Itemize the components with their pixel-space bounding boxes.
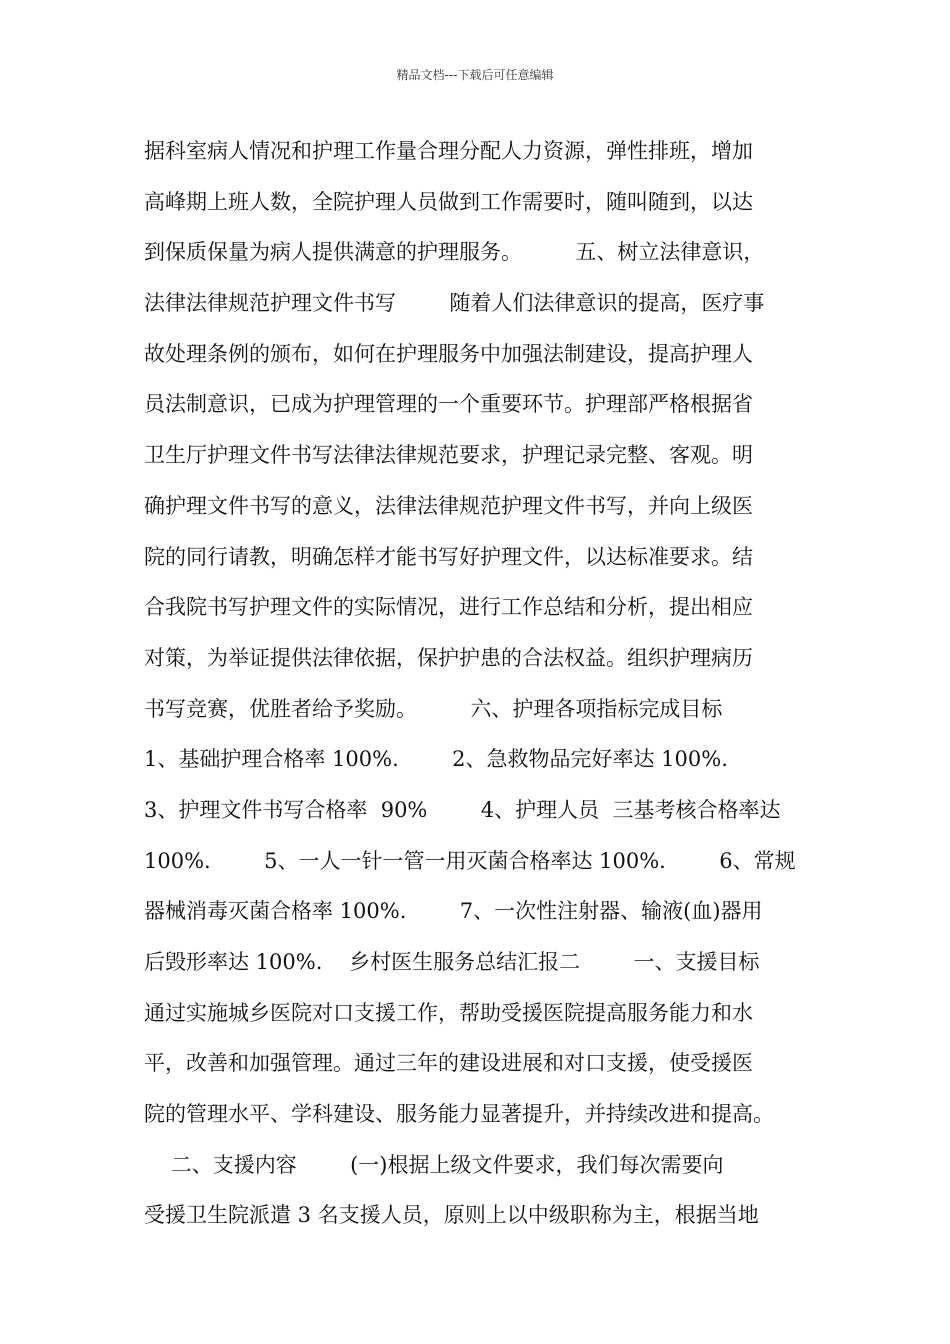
text-line: 3、护理文件书写合格率 90% 4、护理人员 三基考核合格率达 [144, 797, 781, 822]
text-line: 院的管理水平、学科建设、服务能力显著提升，并持续改进和提高。 [144, 1102, 774, 1127]
page-header: 精品文档---下载后可任意编辑 [396, 68, 554, 82]
text-line: 故处理条例的颁布，如何在护理服务中加强法制建设，提高护理人 [144, 341, 753, 366]
text-line: 高峰期上班人数，全院护理人员做到工作需要时，随叫随到，以达 [144, 189, 753, 214]
text-line: 对策，为举证提供法律依据，保护护患的合法权益。组织护理病历 [144, 645, 753, 670]
text-line: 1、基础护理合格率 100%. 2、急救物品完好率达 100%. [144, 747, 728, 772]
text-line: 到保质保量为病人提供满意的护理服务。 五、树立法律意识， [144, 240, 765, 265]
body-text [144, 133, 824, 1248]
text-line: 二、支援内容 (一)根据上级文件要求，我们每次需要向 [144, 1152, 724, 1177]
text-line: 书写竞赛，优胜者给予奖励。 六、护理各项指标完成目标 [144, 696, 723, 721]
text-line: 确护理文件书写的意义，法律法律规范护理文件书写，并向上级医 [144, 493, 753, 518]
text-line: 通过实施城乡医院对口支援工作，帮助受援医院提高服务能力和水 [144, 1000, 753, 1025]
text-line: 器械消毒灭菌合格率 100%. 7、一次性注射器、输液(血)器用 [144, 899, 763, 924]
text-line: 受援卫生院派遣 3 名支援人员，原则上以中级职称为主，根据当地 [144, 1203, 759, 1228]
text-line: 合我院书写护理文件的实际情况，进行工作总结和分析，提出相应 [144, 595, 753, 620]
text-line: 员法制意识，已成为护理管理的一个重要环节。护理部严格根据省 [144, 392, 753, 417]
text-line: 据科室病人情况和护理工作量合理分配人力资源，弹性排班，增加 [144, 139, 753, 163]
text-line: 后毁形率达 100%. 乡村医生服务总结汇报二 一、支援目标 [144, 950, 760, 974]
text-line: 院的同行请教，明确怎样才能书写好护理文件，以达标准要求。结 [144, 544, 753, 569]
text-line: 卫生厅护理文件书写法律法律规范要求，护理记录完整、客观。明 [144, 443, 753, 468]
text-line: 平，改善和加强管理。通过三年的建设进展和对口支援，使受援医 [144, 1051, 753, 1076]
text-line: 法律法律规范护理文件书写 随着人们法律意识的提高，医疗事 [144, 291, 765, 316]
text-line: 100%. 5、一人一针一管一用灭菌合格率达 100%. 6、常规 [144, 848, 796, 873]
